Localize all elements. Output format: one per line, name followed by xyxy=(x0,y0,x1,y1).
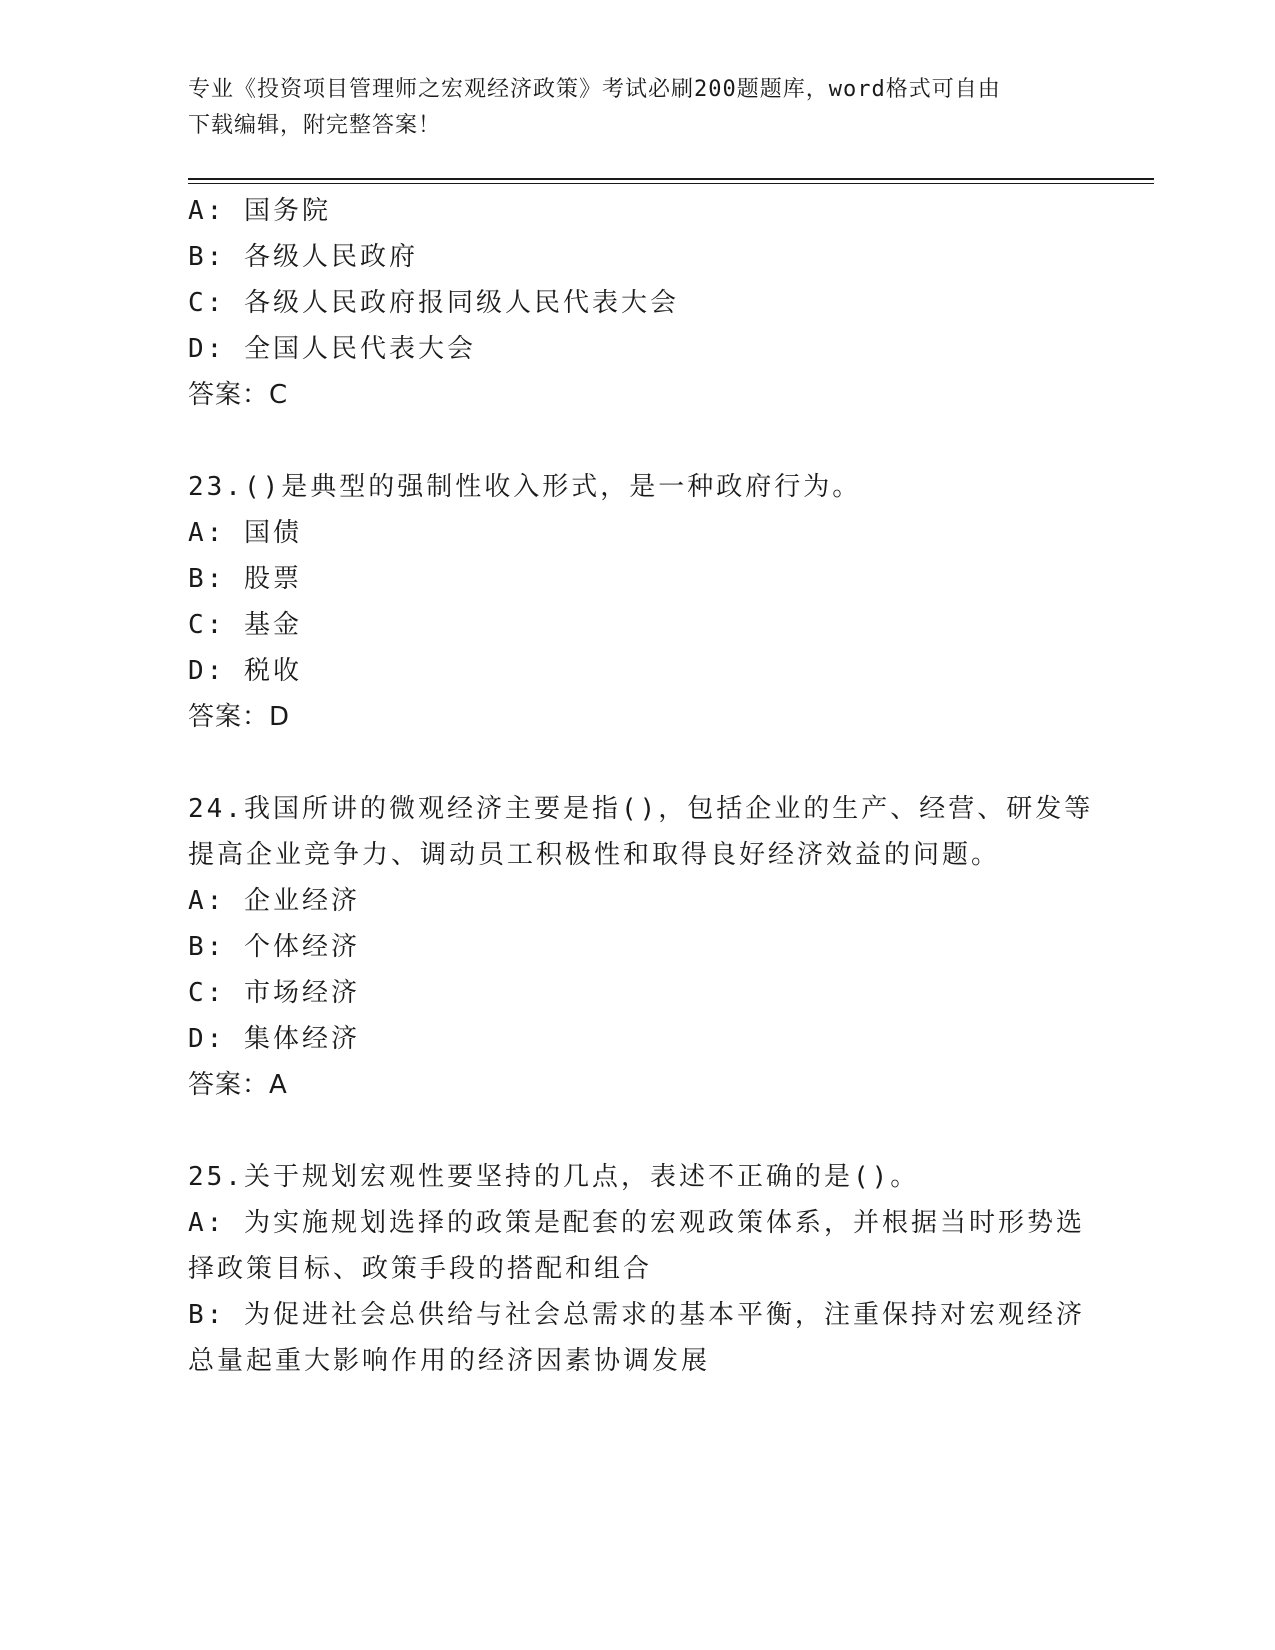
option-c: C: 基金 xyxy=(188,610,302,640)
header-line-2: 下载编辑，附完整答案！ xyxy=(188,113,442,138)
spacer xyxy=(188,740,1088,786)
spacer xyxy=(188,418,1088,464)
question-24 xyxy=(188,786,1094,1108)
spacer xyxy=(188,1108,1088,1154)
option-b: B: 个体经济 xyxy=(188,932,360,962)
answer: 答案：C xyxy=(188,380,289,410)
option-b: B: 各级人民政府 xyxy=(188,242,418,272)
option-b-line-2: 总量起重大影响作用的经济因素协调发展 xyxy=(188,1346,711,1376)
option-d: D: 集体经济 xyxy=(188,1024,360,1054)
option-a: A: 国务院 xyxy=(188,196,331,226)
option-c: C: 各级人民政府报同级人民代表大会 xyxy=(188,288,679,318)
document-header xyxy=(188,72,1088,144)
option-a: A: 企业经济 xyxy=(188,886,360,916)
header-line-1: 专业《投资项目管理师之宏观经济政策》考试必刷200题题库，word格式可自由 xyxy=(188,77,1001,102)
option-d: D: 全国人民代表大会 xyxy=(188,334,476,364)
question-text: 25.关于规划宏观性要坚持的几点，表述不正确的是()。 xyxy=(188,1162,920,1192)
option-b: B: 股票 xyxy=(188,564,302,594)
question-22 xyxy=(188,188,1088,418)
question-text: 23.()是典型的强制性收入形式，是一种政府行为。 xyxy=(188,472,862,502)
answer: 答案：D xyxy=(188,702,291,732)
question-25 xyxy=(188,1154,1088,1384)
option-b-line-1: B: 为促进社会总供给与社会总需求的基本平衡，注重保持对宏观经济 xyxy=(188,1300,1085,1330)
question-23 xyxy=(188,464,1088,740)
answer: 答案：A xyxy=(188,1070,288,1100)
header-rule-thin xyxy=(188,183,1154,184)
option-a-line-2: 择政策目标、政策手段的搭配和组合 xyxy=(188,1254,653,1284)
header-rule-thick xyxy=(188,178,1154,180)
question-text-line-1: 24.我国所讲的微观经济主要是指()，包括企业的生产、经营、研发等 xyxy=(188,794,1094,824)
question-text-line-2: 提高企业竞争力、调动员工积极性和取得良好经济效益的问题。 xyxy=(188,840,1001,870)
question-content xyxy=(188,188,1094,1384)
option-d: D: 税收 xyxy=(188,656,302,686)
option-a: A: 国债 xyxy=(188,518,302,548)
option-c: C: 市场经济 xyxy=(188,978,360,1008)
option-a-line-1: A: 为实施规划选择的政策是配套的宏观政策体系，并根据当时形势选 xyxy=(188,1208,1085,1238)
